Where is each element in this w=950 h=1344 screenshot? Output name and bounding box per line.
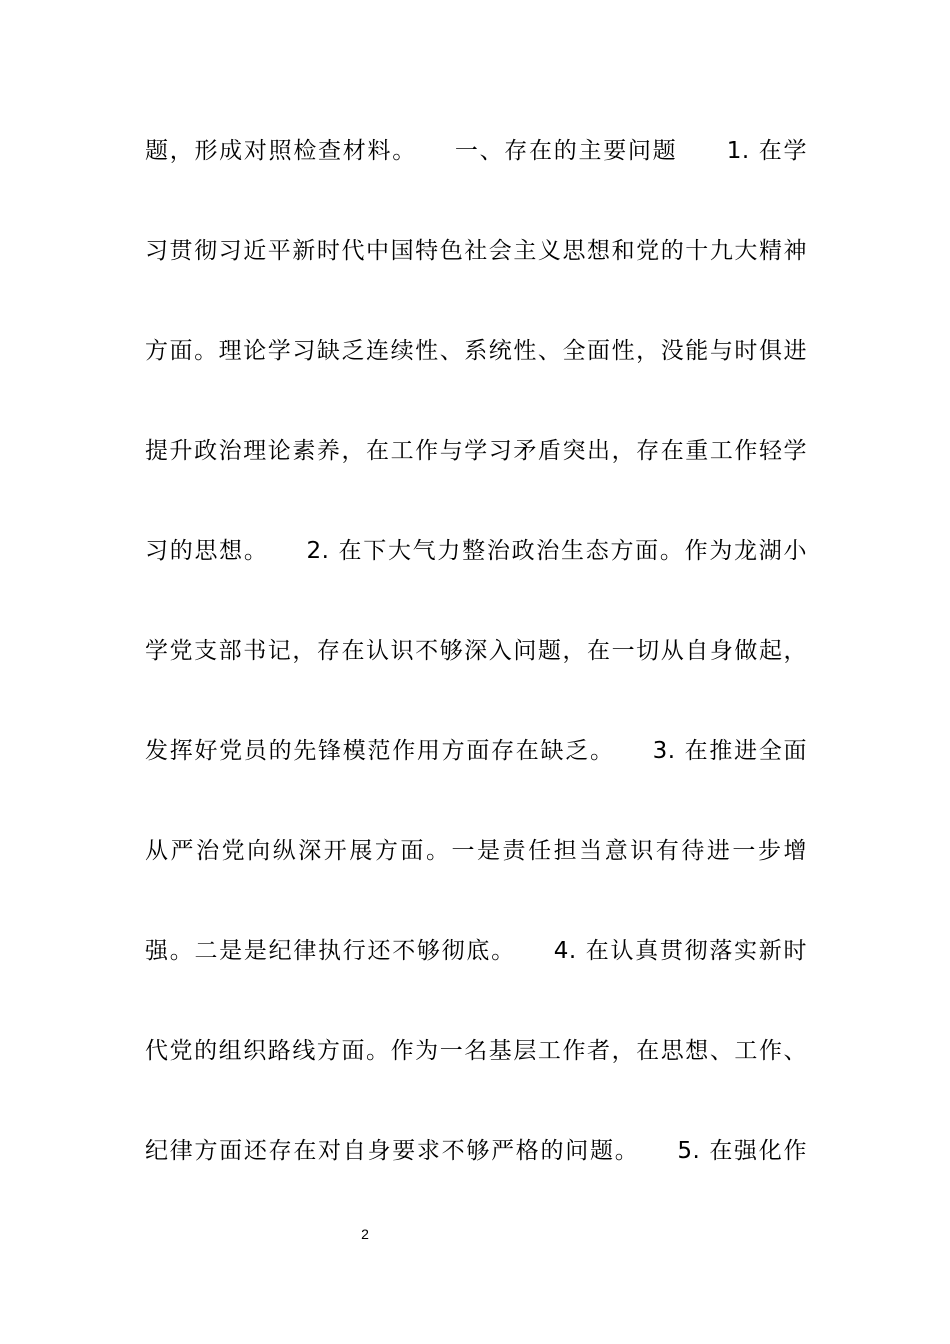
text-line: 强。二是是纪律执行还不够彻底。 4. 在认真贯彻落实新时 xyxy=(145,938,807,964)
text-line: 习的思想。 2. 在下大气力整治政治生态方面。作为龙湖小 xyxy=(145,538,807,564)
text-line: 方面。理论学习缺乏连续性、系统性、全面性，没能与时俱进 xyxy=(145,338,807,364)
text-line: 习贯彻习近平新时代中国特色社会主义思想和党的十九大精神 xyxy=(145,238,807,264)
text-line: 发挥好党员的先锋模范作用方面存在缺乏。 3. 在推进全面 xyxy=(145,738,807,764)
page-number: 2 xyxy=(361,1226,369,1242)
text-line: 从严治党向纵深开展方面。一是责任担当意识有待进一步增 xyxy=(145,838,807,864)
text-line: 提升政治理论素养，在工作与学习矛盾突出，存在重工作轻学 xyxy=(145,438,807,464)
body-text xyxy=(145,120,807,1220)
text-line: 题，形成对照检查材料。 一、存在的主要问题 1. 在学 xyxy=(145,138,807,164)
text-line: 代党的组织路线方面。作为一名基层工作者，在思想、工作、 xyxy=(145,1038,807,1064)
text-line: 纪律方面还存在对自身要求不够严格的问题。 5. 在强化作 xyxy=(145,1138,807,1164)
text-line: 学党支部书记，存在认识不够深入问题，在一切从自身做起， xyxy=(145,638,807,664)
